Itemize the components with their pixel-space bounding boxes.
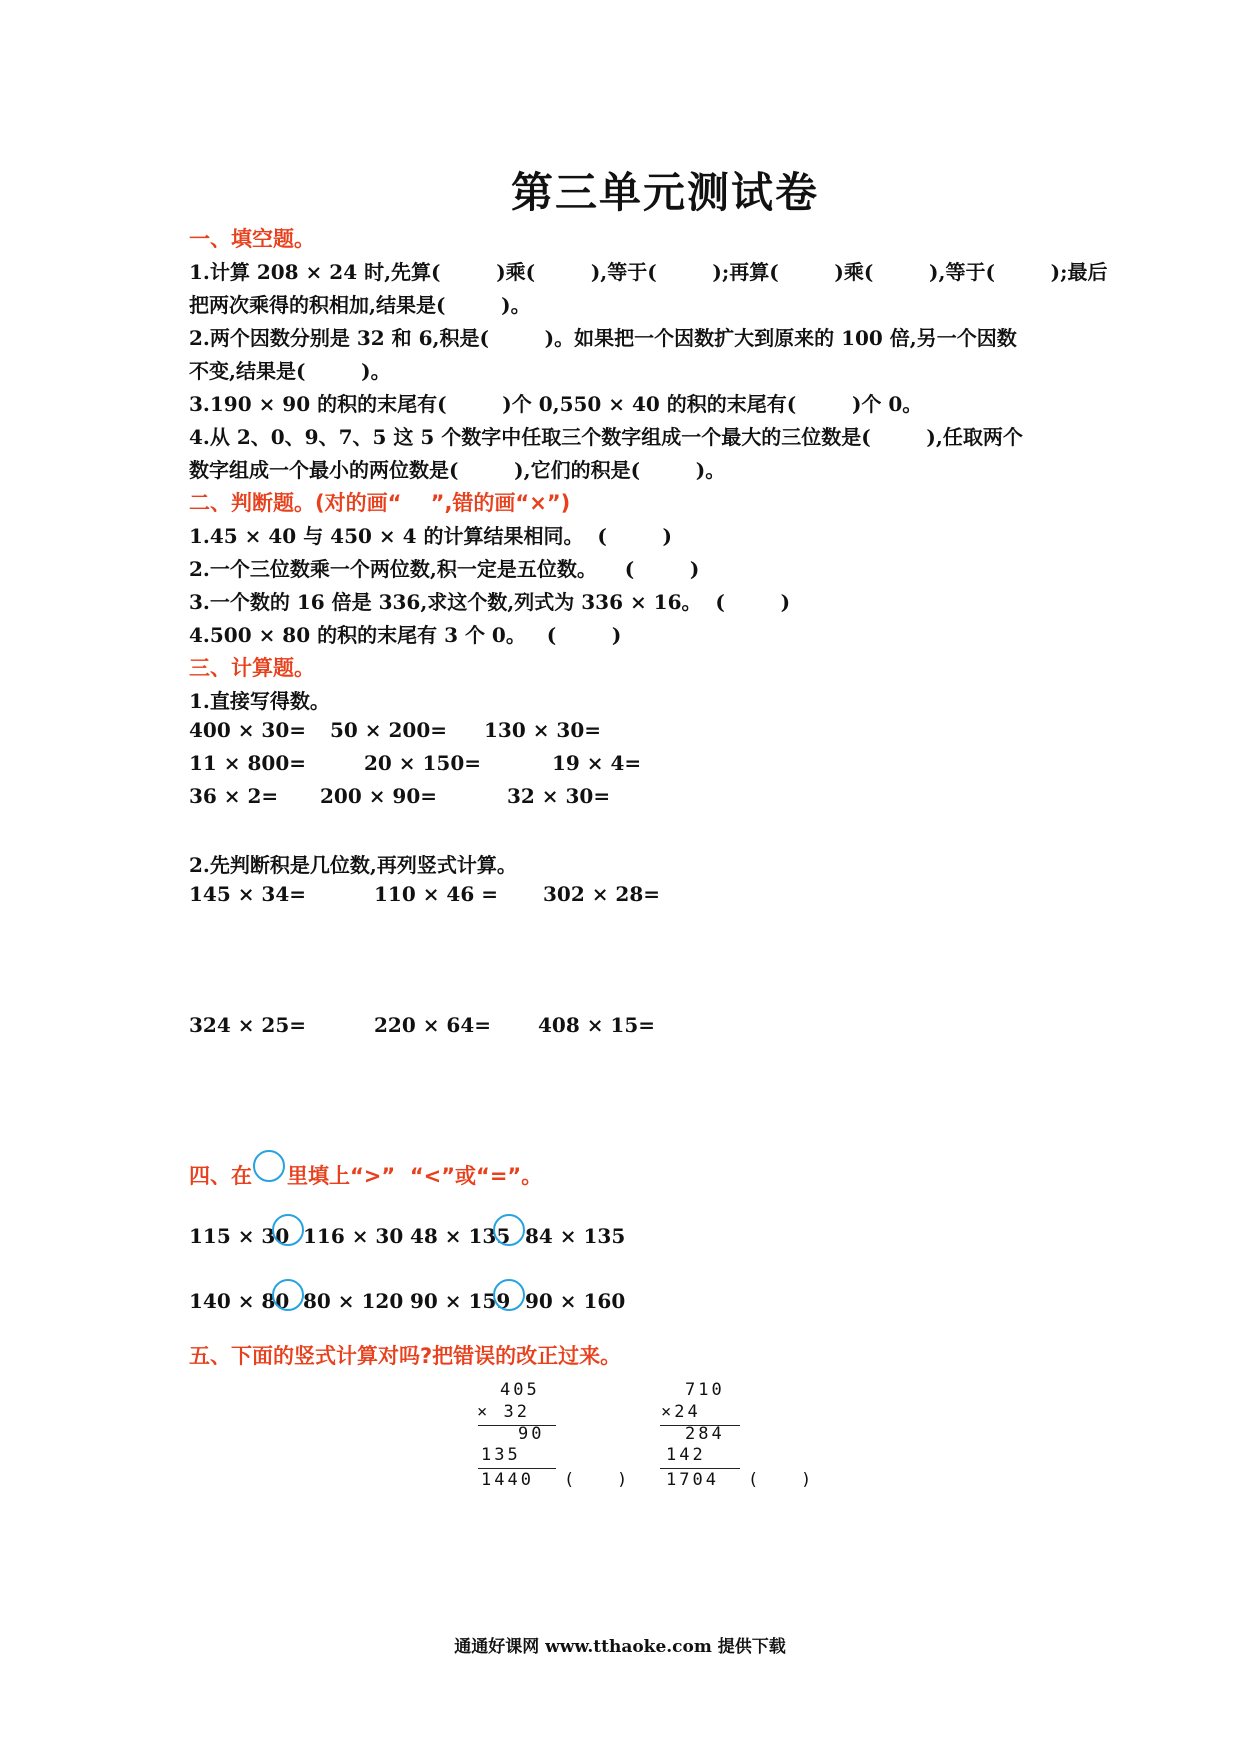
- compare-right: 80 × 120: [303, 1289, 404, 1313]
- judge-line: 4.500 × 80 的积的末尾有 3 个 0。 ( ): [189, 623, 622, 647]
- direct-calc: 36 × 2=: [189, 784, 279, 808]
- vertical-calc: 110 × 46 =: [374, 882, 498, 906]
- vert1-result: 1440: [481, 1470, 534, 1490]
- vert2-rule: [660, 1468, 740, 1469]
- vertical-calc: 145 × 34=: [189, 882, 307, 906]
- section-5-heading: 五、下面的竖式计算对吗?把错误的改正过来。: [189, 1344, 622, 1368]
- question-line: 2.两个因数分别是 32 和 6,积是( )。如果把一个因数扩大到原来的 100 倍,另一个因数: [189, 326, 1017, 350]
- question-line: 4.从 2、0、9、7、5 这 5 个数字中任取三个数字组成一个最大的三位数是( ),任取两个: [189, 425, 1023, 449]
- direct-calc: 32 × 30=: [507, 784, 611, 808]
- direct-calc: 400 × 30=: [189, 718, 307, 742]
- compare-circle-icon[interactable]: [493, 1214, 525, 1246]
- vert2-partial-1: 284: [685, 1424, 725, 1444]
- direct-calc: 200 × 90=: [320, 784, 438, 808]
- judge-line: 1.45 × 40 与 450 × 4 的计算结果相同。 ( ): [189, 524, 673, 548]
- vertical-calc: 302 × 28=: [543, 882, 661, 906]
- subheading-vertical: 2.先判断积是几位数,再列竖式计算。: [189, 853, 517, 877]
- footer-text: 通通好课网 www.tthaoke.com 提供下载: [454, 1637, 786, 1657]
- vert2-answer-paren[interactable]: ( ): [748, 1470, 815, 1490]
- direct-calc: 19 × 4=: [552, 751, 642, 775]
- compare-left: 90 × 159: [410, 1289, 511, 1313]
- vert1-multiplicand: 405: [500, 1380, 540, 1400]
- vertical-calc: 408 × 15=: [538, 1013, 656, 1037]
- compare-right: 90 × 160: [525, 1289, 626, 1313]
- vert1-rule: [478, 1468, 556, 1469]
- compare-left: 115 × 30: [189, 1224, 290, 1248]
- vert1-multiplier: × 32: [477, 1402, 530, 1422]
- judge-line: 2.一个三位数乘一个两位数,积一定是五位数。 ( ): [189, 557, 700, 581]
- question-line: 3.190 × 90 的积的末尾有( )个 0,550 × 40 的积的末尾有( )个 0。: [189, 392, 923, 416]
- vert2-multiplicand: 710: [685, 1380, 725, 1400]
- direct-calc: 50 × 200=: [330, 718, 448, 742]
- question-line: 不变,结果是( )。: [189, 359, 391, 383]
- compare-circle-icon[interactable]: [272, 1279, 304, 1311]
- question-line: 1.计算 208 × 24 时,先算( )乘( ),等于( );再算( )乘( ),等于( );最后: [189, 260, 1108, 284]
- compare-right: 84 × 135: [525, 1224, 626, 1248]
- section-2-heading: 二、判断题。(对的画“ ”,错的画“×”): [189, 491, 571, 515]
- vert2-result: 1704: [666, 1470, 719, 1490]
- section-4-heading-pre: 四、在: [189, 1164, 252, 1188]
- vert2-partial-2: 142: [666, 1445, 706, 1465]
- direct-calc: 130 × 30=: [484, 718, 602, 742]
- direct-calc: 20 × 150=: [364, 751, 482, 775]
- section-3-heading: 三、计算题。: [189, 656, 315, 680]
- question-line: 把两次乘得的积相加,结果是( )。: [189, 293, 531, 317]
- compare-circle-icon[interactable]: [493, 1279, 525, 1311]
- subheading-direct: 1.直接写得数。: [189, 689, 330, 713]
- compare-left: 140 × 80: [189, 1289, 290, 1313]
- compare-right: 116 × 30: [303, 1224, 404, 1248]
- vert1-partial-2: 135: [481, 1445, 521, 1465]
- vertical-calc: 220 × 64=: [374, 1013, 492, 1037]
- section-1-heading: 一、填空题。: [189, 227, 315, 251]
- vert1-partial-1: 90: [518, 1424, 545, 1444]
- vert2-multiplier: ×24: [661, 1402, 701, 1422]
- page-title: 第三单元测试卷: [510, 168, 819, 217]
- direct-calc: 11 × 800=: [189, 751, 307, 775]
- compare-left: 48 × 135: [410, 1224, 511, 1248]
- vert1-answer-paren[interactable]: ( ): [564, 1470, 631, 1490]
- question-line: 数字组成一个最小的两位数是( ),它们的积是( )。: [189, 458, 726, 482]
- compare-circle-icon: [253, 1150, 285, 1182]
- vertical-calc: 324 × 25=: [189, 1013, 307, 1037]
- judge-line: 3.一个数的 16 倍是 336,求这个数,列式为 336 × 16。 ( ): [189, 590, 791, 614]
- section-4-heading-post: 里填上“>” “<”或“=”。: [287, 1164, 543, 1188]
- compare-circle-icon[interactable]: [272, 1214, 304, 1246]
